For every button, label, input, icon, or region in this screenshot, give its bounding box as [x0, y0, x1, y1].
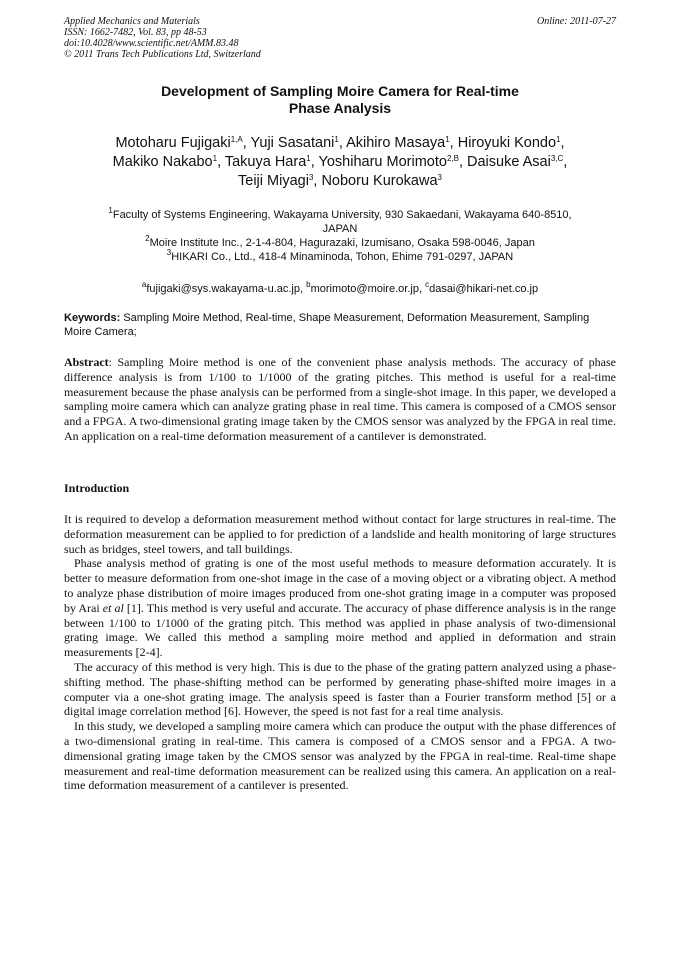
online-date: Online: 2011-07-27: [537, 16, 616, 27]
email-link[interactable]: morimoto@moire.or.jp: [310, 283, 419, 295]
author-sup: 3,C: [550, 154, 564, 163]
author-sep: ,: [338, 135, 347, 151]
author-sup: 1: [212, 154, 218, 163]
email-link[interactable]: dasai@hikari-net.co.jp: [429, 283, 539, 295]
author-line-1: [64, 134, 616, 153]
paragraph-italic: et al: [102, 600, 124, 615]
author-sup: 1: [306, 154, 311, 163]
email-list: $^a$fujigaki@sys.wakayama-u.ac.jp, $^b$morimoto@moire.or.jp, $^c$dasai@hikari-net.co.jp: [141, 280, 539, 295]
author-sup: 3: [437, 173, 442, 182]
affiliation-1: [64, 208, 616, 222]
author-sep: ,: [560, 135, 565, 151]
affiliation-2: [64, 236, 616, 250]
author-sup: 1: [334, 135, 339, 144]
keywords: [64, 311, 616, 339]
running-header: [64, 16, 616, 60]
author-line-2: [64, 153, 616, 172]
author-sup: 1: [556, 135, 561, 144]
affiliation-1-cont: JAPAN: [322, 223, 358, 235]
author-name: Yoshiharu Morimoto: [318, 154, 447, 170]
copyright-line: © 2011 Trans Tech Publications Ltd, Switzerland: [64, 49, 261, 60]
abstract: [64, 355, 616, 444]
journal-name: Applied Mechanics and Materials: [64, 16, 200, 27]
section-heading-introduction: Introduction: [64, 481, 130, 495]
author-sep: ,: [449, 135, 458, 151]
author-sup: 1: [445, 135, 450, 144]
author-sup: 2,B: [446, 154, 459, 163]
email-link[interactable]: fujigaki@sys.wakayama-u.ac.jp: [146, 283, 300, 295]
affiliation-sup: 3: [166, 248, 172, 257]
email-sup: b: [306, 280, 311, 289]
author-name: Makiko Nakabo: [112, 154, 213, 170]
affiliation-text: Faculty of Systems Engineering, Wakayama University, 930 Sakaedani, Wakayama 640-8510,: [112, 209, 572, 221]
author-sup: 3: [308, 173, 314, 182]
paragraph: [64, 556, 616, 660]
affiliation-sup: 2: [145, 234, 150, 243]
author-sep: ,: [458, 154, 468, 170]
affiliation-text: Moire Institute Inc., 2-1-4-804, Hagurazaki, Izumisano, Osaka 598-0046, Japan: [149, 237, 535, 249]
author-sep: ,: [310, 154, 319, 170]
abstract-label: Abstract: [64, 355, 109, 369]
author-sep: ,: [563, 154, 568, 170]
author-name: Akihiro Masaya: [346, 135, 446, 151]
author-sup: 1,A: [230, 135, 243, 144]
keywords-text: Sampling Moire Method, Real-time, Shape Measurement, Deformation Measurement, Sampling Moire Camera;: [64, 312, 590, 338]
author-sep: ,: [242, 135, 251, 151]
paragraph: It is required to develop a deformation measurement method without contact for large structures in real-time. The deformation measurement can be applied to for prediction of a landslide and health monitoring of large structures such as bridges, steel towers, and tall buildings.: [64, 512, 616, 556]
email-sup: a: [141, 280, 147, 289]
issn-line: ISSN: 1662-7482, Vol. 83, pp 48-53: [64, 27, 207, 38]
author-name: Yuji Sasatani: [250, 135, 335, 151]
affiliations: [64, 208, 616, 264]
email-sup: c: [425, 280, 430, 289]
title-line-1: Development of Sampling Moire Camera for Real-time: [161, 83, 519, 99]
affiliation-sup: 1: [108, 206, 113, 215]
paragraph: The accuracy of this method is very high. This is due to the phase of the grating pattern analyzed using a phase-shifting method. The phase-shifting method can be performed by generating phase-shifted moire images in a computer via a one-shot grating image. The analysis speed is faster than a Fourier transform method [5] or a digital image correlation method [6]. However, the speed is not fast for a real time analysis.: [64, 659, 616, 719]
author-list: [64, 134, 616, 191]
affiliation-text: HIKARI Co., Ltd., 418-4 Minaminoda, Tohon, Ehime 791-0297, JAPAN: [171, 251, 514, 263]
keywords-label: Keywords:: [64, 312, 121, 324]
abstract-text: : Sampling Moire method is one of the convenient phase analysis methods. The accuracy of phase difference analysis is from 1/100 to 1/1000 of the grating pitches. This method is useful for a real-time measurement because the phase analysis can be performed from a single-shot image. In this paper, we developed a sampling moire camera which can analyze grating phase in real time. This camera is composed of a CMOS sensor and a FPGA. A two-dimensional grating image taken by the CMOS sensor was analyzed by the FPGA in real time. An application on a real-time deformation measurement of a cantilever is demonstrated.: [64, 355, 616, 443]
doi-line: doi:10.4028/www.scientific.net/AMM.83.48: [64, 38, 239, 49]
author-name: Motoharu Fujigaki: [115, 135, 231, 151]
author-name: Noboru Kurokawa: [321, 173, 438, 189]
introduction-body: [64, 512, 616, 793]
affiliation-3: [64, 250, 616, 264]
author-line-3: [64, 172, 616, 191]
author-name: Hiroyuki Kondo: [457, 135, 557, 151]
author-sep: ,: [313, 173, 322, 189]
paragraph-text: [1]. This method is very useful and accurate. The accuracy of phase difference analysis is in the range between 1/100 to 1/1000 of the grating pitch. This method was applied in phase analysis of two-dimensional grating image. We called this method a sampling moire method and applied in deformation and strain measurements [2-4].: [64, 600, 616, 660]
author-name: Takuya Hara: [224, 154, 307, 170]
paper-title: [64, 83, 616, 117]
paragraph: In this study, we developed a sampling moire camera which can produce the output with the phase differences of a two-dimensional grating in real-time. This camera is composed of a CMOS sensor and a FPGA. A two-dimensional grating image taken by the CMOS sensor was analyzed by the FPGA in real-time. Real-time shape measurement and real-time deformation measurement can be realized using this camera. An application on a real-time deformation measurement of a cantilever is presented.: [64, 719, 616, 793]
author-sep: ,: [217, 154, 225, 170]
author-name: Teiji Miyagi: [238, 173, 309, 189]
title-line-2: Phase Analysis: [288, 100, 392, 116]
paragraph-text: Phase analysis method of grating is one of the most useful methods to measure deformation accurately. It is better to measure deformation from one-shot image in the case of a moving object or a vibrating object. A method to analyze phase distribution of moire images produced from one-shot grating image in a computer was proposed by Arai: [64, 556, 616, 615]
author-name: Daisuke Asai: [467, 154, 551, 170]
